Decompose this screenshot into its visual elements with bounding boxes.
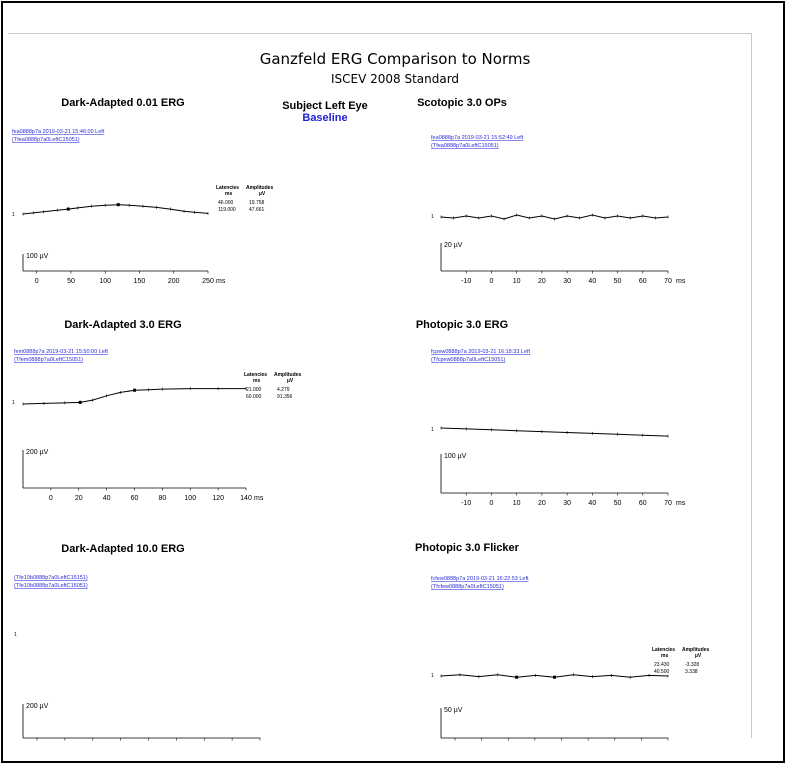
- record-link[interactable]: (Tfe10b0888p7a0LeftC15151): [14, 575, 88, 581]
- trace-marker-label: 1: [12, 400, 15, 406]
- amplitude-value: -3.328: [685, 662, 700, 668]
- panel-title: Scotopic 3.0 OPs: [417, 97, 507, 109]
- scale-label: 100 µV: [26, 253, 49, 260]
- record-link[interactable]: fem0888p7a 2019-03-21 15:50:00 Left: [14, 349, 108, 355]
- latency-value: 23.430: [654, 662, 670, 668]
- x-tick-label: 120: [212, 495, 224, 502]
- latency-unit: ms: [225, 191, 233, 197]
- latency-marker: [67, 208, 70, 211]
- latency-value: 119.000: [218, 207, 236, 213]
- latency-value: 40.500: [654, 669, 670, 675]
- latency-value: 21.000: [246, 387, 262, 393]
- record-link[interactable]: fea0888p7a 2019-03-21 15:46:00 Left: [12, 129, 105, 135]
- amplitude-header: Amplitudes: [246, 185, 274, 191]
- x-tick-label: 40: [588, 278, 597, 285]
- latency-header: Latencies: [652, 647, 676, 653]
- x-unit-label: ms: [676, 500, 686, 507]
- latency-value: 46.000: [218, 200, 234, 206]
- x-tick-label: 80: [158, 495, 167, 502]
- x-tick-label: 20: [537, 278, 546, 285]
- x-tick-label: 250: [202, 278, 214, 285]
- record-link[interactable]: (Tfea0888p7a0LeftC15051): [431, 143, 499, 149]
- x-tick-label: 200: [167, 278, 180, 285]
- x-tick-label: 60: [130, 495, 139, 502]
- record-link[interactable]: fcfew0888p7a 2019-03-21 16:22:53 Left: [431, 576, 529, 582]
- amplitude-unit: µV: [259, 191, 266, 197]
- panel-title: Photopic 3.0 Flicker: [415, 542, 519, 554]
- x-tick-label: 140: [240, 495, 252, 502]
- trace-marker-label: 1: [12, 212, 15, 218]
- report-subtitle: ISCEV 2008 Standard: [330, 72, 460, 86]
- scale-label: 100 µV: [444, 453, 467, 460]
- amplitude-value: 3.338: [685, 669, 698, 675]
- scale-label: 200 µV: [26, 449, 49, 456]
- subject-label: Subject Left Eye: [282, 100, 368, 112]
- x-tick-label: 0: [489, 278, 494, 285]
- amplitude-value: 4.279: [277, 387, 290, 393]
- panel-5: [415, 542, 709, 741]
- scale-label: 200 µV: [26, 703, 49, 710]
- x-unit-label: ms: [676, 278, 686, 285]
- trace-marker-label: 1: [431, 214, 434, 220]
- x-tick-label: 20: [74, 495, 83, 502]
- amplitude-header: Amplitudes: [682, 647, 710, 653]
- panel-3: [416, 319, 686, 507]
- amplitude-unit: µV: [695, 653, 702, 659]
- record-link[interactable]: (Tfe10b0888p7a0LeftC15051): [14, 583, 88, 589]
- x-tick-label: 60: [638, 278, 647, 285]
- record-link[interactable]: fcpew0888p7a 2019-03-21 16:18:33 Left: [431, 349, 531, 355]
- x-tick-label: 10: [512, 500, 521, 507]
- x-tick-label: 40: [102, 495, 111, 502]
- record-link[interactable]: (Tfem0888p7a0LeftC15051): [14, 357, 84, 363]
- x-tick-label: 20: [537, 500, 546, 507]
- erg-waveform: [23, 205, 208, 214]
- latency-marker: [79, 401, 82, 404]
- latency-header: Latencies: [216, 185, 240, 191]
- x-tick-label: 30: [563, 500, 572, 507]
- x-tick-label: 100: [184, 495, 197, 502]
- panel-4: [14, 543, 260, 741]
- scale-label: 20 µV: [444, 242, 463, 249]
- amplitude-value: 47.661: [249, 207, 265, 213]
- latency-marker: [553, 676, 556, 679]
- panel-1: [417, 97, 686, 285]
- x-tick-label: 0: [48, 495, 53, 502]
- amplitude-value: 91.356: [277, 394, 293, 400]
- amplitude-unit: µV: [287, 378, 294, 384]
- latency-unit: ms: [253, 378, 261, 384]
- x-tick-label: 40: [588, 500, 597, 507]
- record-link[interactable]: (Tfea0888p7a0LeftC15051): [12, 137, 80, 143]
- record-link[interactable]: fea0888p7a 2019-03-21 15:52:49 Left: [431, 135, 524, 141]
- panel-0: [12, 97, 273, 285]
- x-tick-label: 150: [133, 278, 146, 285]
- erg-waveform: [441, 428, 668, 436]
- x-tick-label: 50: [67, 278, 75, 285]
- x-tick-label: 50: [613, 278, 622, 285]
- x-tick-label: 0: [34, 278, 39, 285]
- x-tick-label: 0: [489, 500, 494, 507]
- panel-title: Dark-Adapted 10.0 ERG: [61, 543, 185, 555]
- amplitude-header: Amplitudes: [274, 372, 302, 378]
- panel-title: Photopic 3.0 ERG: [415, 319, 509, 331]
- x-tick-label: -10: [461, 500, 472, 507]
- scale-label: 50 µV: [444, 707, 463, 714]
- x-unit-label: ms: [254, 495, 264, 502]
- trace-marker-label: 1: [431, 673, 434, 679]
- trace-marker-label: 1: [431, 427, 434, 433]
- panel-title: Dark-Adapted 0.01 ERG: [61, 97, 185, 109]
- latency-marker: [117, 203, 120, 206]
- record-link[interactable]: (Tfcpew0888p7a0LeftC15051): [431, 357, 506, 363]
- panel-title: Dark-Adapted 3.0 ERG: [64, 319, 182, 331]
- latency-marker: [133, 389, 136, 392]
- x-unit-label: ms: [216, 278, 226, 285]
- panel-2: [12, 319, 301, 502]
- trace-marker-label: 1: [14, 632, 17, 638]
- x-tick-label: 50: [613, 500, 622, 507]
- baseline-label: Baseline: [302, 112, 348, 124]
- x-tick-label: 70: [664, 500, 672, 507]
- x-tick-label: 70: [664, 278, 672, 285]
- x-tick-label: 60: [638, 500, 647, 507]
- x-tick-label: 30: [563, 278, 572, 285]
- latency-value: 60.000: [246, 394, 262, 400]
- latency-unit: ms: [661, 653, 669, 659]
- record-link[interactable]: (Tfcfew0888p7a0LeftC15051): [431, 584, 504, 590]
- latency-header: Latencies: [244, 372, 268, 378]
- report-title: Ganzfeld ERG Comparison to Norms: [259, 50, 531, 68]
- amplitude-value: 19.758: [249, 200, 265, 206]
- x-tick-label: 10: [512, 278, 521, 285]
- x-tick-label: -10: [461, 278, 472, 285]
- x-tick-label: 100: [99, 278, 112, 285]
- latency-marker: [515, 676, 518, 679]
